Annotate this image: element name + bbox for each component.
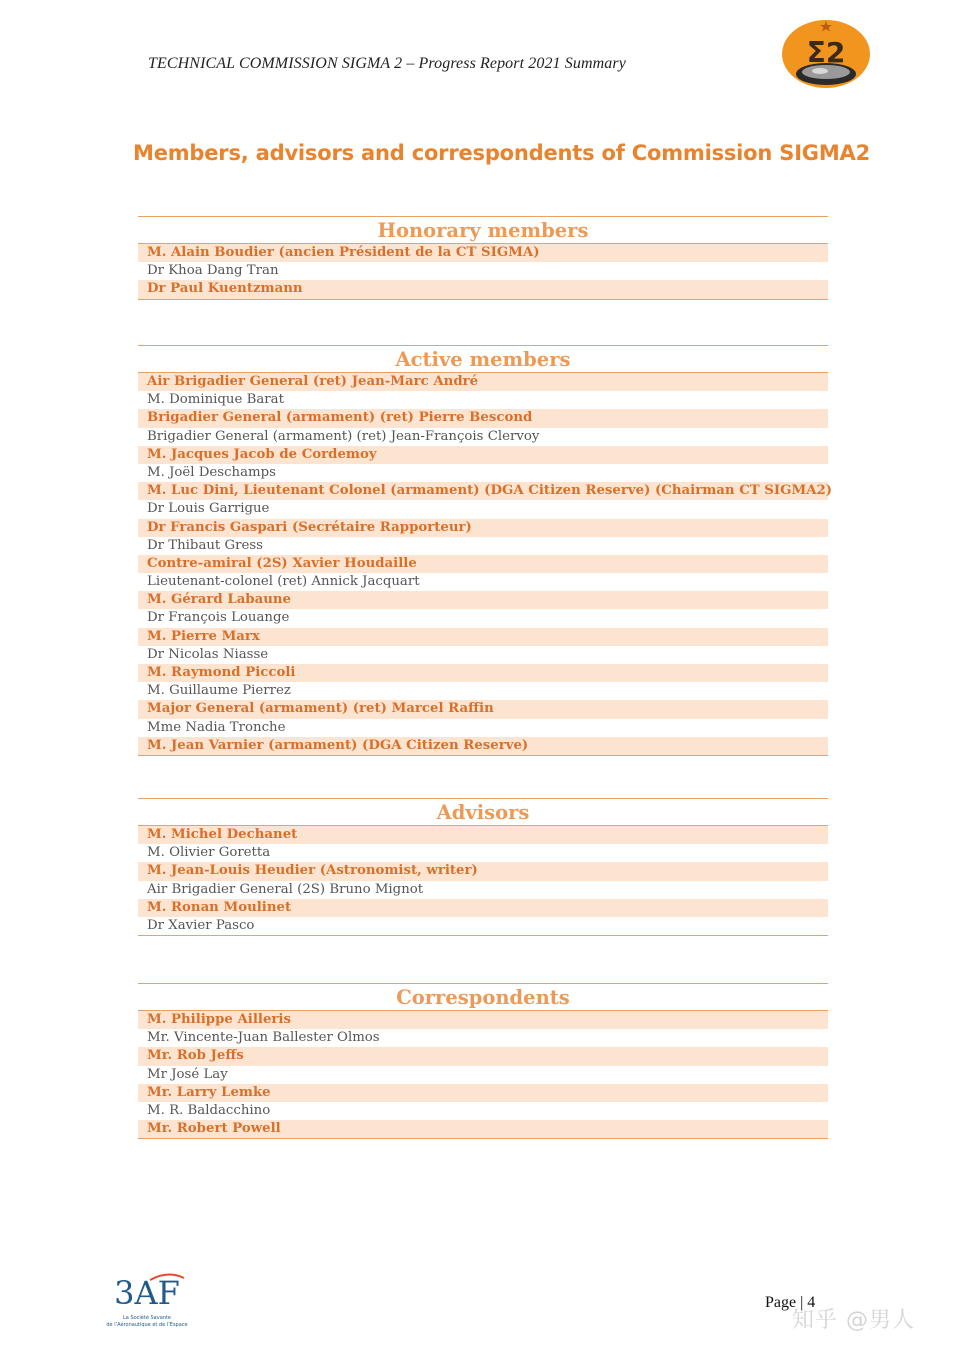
member-row: M. Michel Dechanet [138, 826, 828, 844]
member-row: Dr Nicolas Niasse [147, 646, 269, 662]
member-row: Dr François Louange [147, 610, 290, 626]
member-row: Dr Xavier Pasco [147, 917, 255, 933]
section-title: Honorary members [377, 219, 589, 242]
member-list [138, 826, 828, 935]
member-row: Mr. Larry Lemke [138, 1084, 828, 1102]
section-bottom-rule [138, 299, 828, 300]
member-row: M. Jean Varnier (armament) (DGA Citizen Reserve) [138, 737, 828, 755]
member-row: Air Brigadier General (2S) Bruno Mignot [147, 881, 424, 897]
sigma2-logo [780, 18, 872, 90]
member-row: Dr Francis Gaspari (Secrétaire Rapporteur) [138, 519, 828, 537]
section-correspondents [138, 983, 828, 1139]
member-row: Dr Paul Kuentzmann [138, 280, 828, 298]
section-bottom-rule [138, 1138, 828, 1139]
3af-logo [100, 1268, 195, 1330]
member-row: Brigadier General (armament) (ret) Pierre Bescond [138, 409, 828, 427]
section-title: Advisors [436, 801, 530, 824]
sigma2-logo-text: Σ2 [806, 36, 846, 69]
member-row: M. Olivier Goretta [147, 845, 271, 861]
member-row: M. Dominique Barat [147, 392, 284, 408]
member-row: Mr. Vincente-Juan Ballester Olmos [147, 1030, 380, 1046]
member-list [138, 373, 833, 755]
member-row: M. Joël Deschamps [147, 464, 276, 480]
member-row: M. Pierre Marx [138, 628, 828, 646]
member-row: Lieutenant-colonel (ret) Annick Jacquart [147, 574, 420, 590]
member-row: M. Jacques Jacob de Cordemoy [138, 446, 828, 464]
page-heading: Members, advisors and correspondents of Commission SIGMA2 [133, 141, 871, 165]
section-title: Correspondents [396, 986, 570, 1009]
header-title: TECHNICAL COMMISSION SIGMA 2 – Progress Report 2021 Summary [148, 55, 626, 72]
member-row: Brigadier General (armament) (ret) Jean-François Clervoy [147, 428, 540, 444]
member-row: M. Ronan Moulinet [138, 899, 828, 917]
member-row: M. Raymond Piccoli [138, 664, 828, 682]
member-row: Mr. Robert Powell [138, 1120, 828, 1138]
member-row: Dr Khoa Dang Tran [147, 263, 279, 279]
member-list [138, 1011, 828, 1138]
member-row: Mr. Rob Jeffs [138, 1047, 828, 1065]
section-active [138, 345, 833, 756]
member-row: Mme Nadia Tronche [147, 719, 286, 735]
member-row: M. R. Baldacchino [147, 1102, 271, 1118]
section-honorary [138, 216, 828, 300]
section-title: Active members [395, 348, 571, 371]
section-advisors [138, 798, 828, 936]
member-row: M. Guillaume Pierrez [147, 683, 291, 699]
3af-logo-caption: La Société Savante [123, 1315, 171, 1321]
member-row: Dr Thibaut Gress [147, 537, 263, 553]
3af-logo-caption: de l’Aéronautique et de l’Espace [106, 1322, 188, 1328]
member-row: Mr José Lay [147, 1066, 228, 1082]
member-row: Air Brigadier General (ret) Jean-Marc André [138, 373, 828, 391]
watermark: 知乎 @男人 [792, 1308, 915, 1333]
section-bottom-rule [138, 935, 828, 936]
member-row: M. Gérard Labaune [138, 591, 828, 609]
member-list [138, 244, 828, 299]
member-row: M. Luc Dini, Lieutenant Colonel (armament) (DGA Citizen Reserve) (Chairman CT SIGMA2) [138, 482, 828, 500]
member-row: M. Jean-Louis Heudier (Astronomist, writer) [138, 862, 828, 880]
member-row: Contre-amiral (2S) Xavier Houdaille [138, 555, 828, 573]
section-bottom-rule [138, 755, 828, 756]
member-row: Dr Louis Garrigue [147, 501, 270, 517]
member-row: Major General (armament) (ret) Marcel Raffin [138, 700, 828, 718]
page-number: Page | 4 [765, 1294, 816, 1311]
member-row: M. Philippe Ailleris [138, 1011, 828, 1029]
member-row: M. Alain Boudier (ancien Président de la CT SIGMA) [138, 244, 828, 262]
3af-logo-text: 3AF [114, 1274, 180, 1312]
